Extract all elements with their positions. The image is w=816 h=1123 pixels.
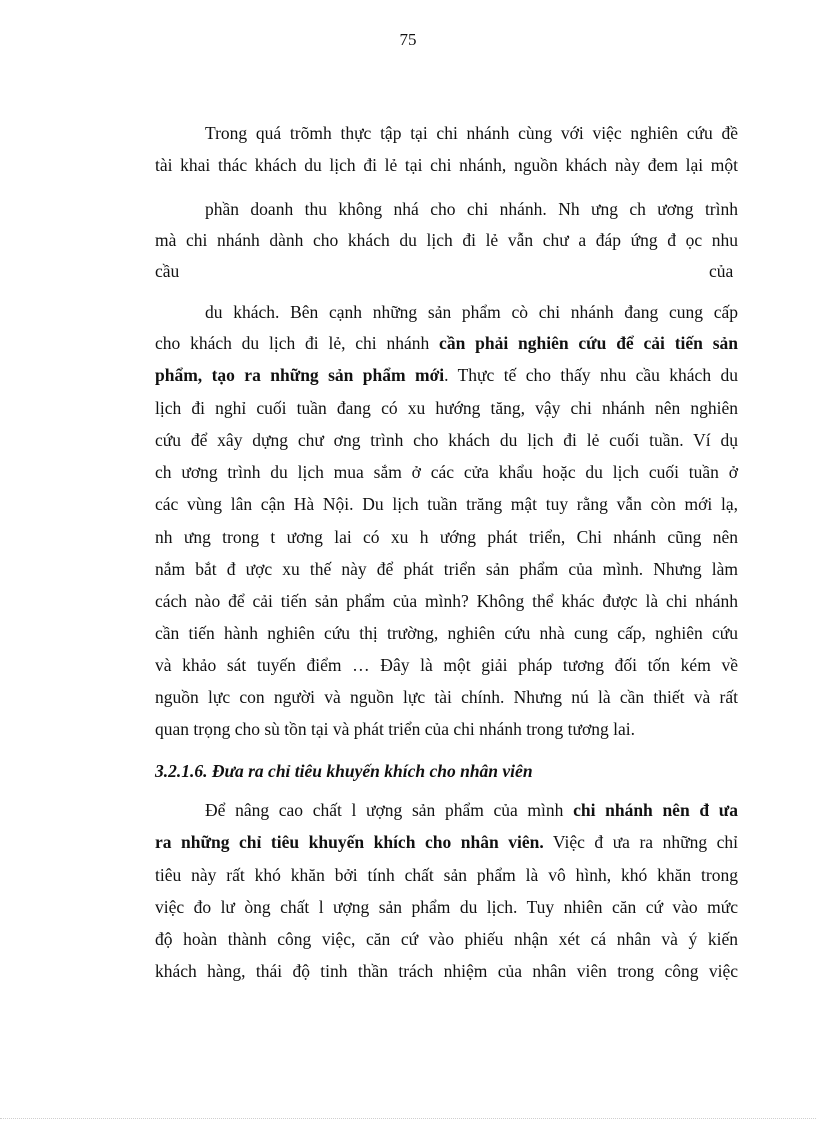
paragraph-3-line-3 — [155, 363, 738, 387]
paragraph-4-line-1-normal: Để nâng cao chất l ượng sản phẩm của mình — [205, 800, 574, 820]
paragraph-1-line-1: Trong quá trõmh thực tập tại chi nhánh cùng với việc nghiên cứu đề — [205, 123, 738, 143]
page-number: 75 — [399, 30, 417, 49]
paragraph-3-line-2 — [155, 331, 738, 355]
paragraph-2-line-1: phần doanh thu không nhá cho chi nhánh. Nh ưng ch ương trình — [205, 199, 738, 219]
paragraph-3-line-13: nguồn lực con người và nguồn lực tài chính. Nhưng nú là cần thiết và rất — [155, 687, 738, 707]
paragraph-4-line-1-bold: chi nhánh nên đ ưa — [573, 800, 738, 820]
paragraph-2-line-3-right: của — [709, 261, 734, 281]
paragraph-4-line-6: khách hàng, thái độ tinh thần trách nhiệm của nhân viên trong công việc — [155, 961, 738, 981]
paragraph-3-line-8: nh ưng trong t ương lai có xu h ướng phát triển, Chi nhánh cũng nên — [155, 527, 738, 547]
paragraph-3-line-5: cứu để xây dựng chư ơng trình cho khách du lịch đi lẻ cuối tuần. Ví dụ — [155, 430, 738, 450]
paragraph-1-line-2: tài khai thác khách du lịch đi lẻ tại chi nhánh, nguồn khách này đem lại một — [155, 155, 738, 175]
paragraph-2-line-2: mà chi nhánh dành cho khách du lịch đi lẻ vẫn chư a đáp ứng đ ọc nhu — [155, 230, 738, 250]
paragraph-3-line-7: các vùng lân cận Hà Nội. Du lịch tuần trăng mật tuy rằng vẫn còn mới lạ, — [155, 494, 738, 514]
paragraph-3-line-14: quan trọng cho sù tồn tại và phát triển của chi nhánh trong tương lai. — [155, 719, 635, 739]
paragraph-3-line-12: và khảo sát tuyến điểm … Đây là một giải pháp tương đối tốn kém về — [155, 655, 738, 675]
section-heading: 3.2.1.6. Đưa ra chỉ tiêu khuyến khích cho nhân viên — [155, 761, 533, 781]
paragraph-4-line-5: độ hoàn thành công việc, căn cứ vào phiếu nhận xét cá nhân và ý kiến — [155, 929, 738, 949]
paragraph-3-line-3-normal: . Thực tế cho thấy nhu cầu khách du — [444, 365, 738, 385]
paragraph-4-line-1 — [205, 798, 738, 822]
paragraph-2-line-3-left: cầu — [155, 261, 180, 281]
paragraph-3-line-4: lịch đi nghỉ cuối tuần đang có xu hướng tăng, vậy chi nhánh nên nghiên — [155, 398, 738, 418]
paragraph-3-line-3-bold: phẩm, tạo ra những sản phẩm mới — [155, 365, 445, 385]
paragraph-4-line-2-normal: Việc đ ưa ra những chỉ — [543, 832, 738, 852]
paragraph-3-line-10: cách nào để cải tiến sản phẩm của mình? Không thể khác được là chi nhánh — [155, 591, 738, 611]
paragraph-4-line-3: tiêu này rất khó khăn bởi tính chất sản phẩm là vô hình, khó khăn trong — [155, 865, 738, 885]
paragraph-3-line-1: du khách. Bên cạnh những sản phẩm cò chi nhánh đang cung cấp — [205, 302, 738, 322]
paragraph-3-line-6: ch ương trình du lịch mua sắm ở các cửa khẩu hoặc du lịch cuối tuần ở — [155, 462, 738, 482]
paragraph-4-line-2 — [155, 830, 738, 854]
paragraph-3-line-2-bold: cần phải nghiên cứu để cải tiến sản — [439, 333, 738, 353]
paragraph-4-line-4: việc đo lư òng chất l ượng sản phẩm du lịch. Tuy nhiên căn cứ vào mức — [155, 897, 738, 917]
page-bottom-rule — [0, 1118, 816, 1119]
paragraph-3-line-2-normal: cho khách du lịch đi lẻ, chi nhánh — [155, 333, 440, 353]
paragraph-3-line-9: nắm bắt đ ược xu thế này để phát triển sản phẩm của mình. Nhưng làm — [155, 559, 738, 579]
paragraph-4-line-2-bold: ra những chỉ tiêu khuyến khích cho nhân viên. — [155, 832, 544, 852]
paragraph-3-line-11: cần tiến hành nghiên cứu thị trường, nghiên cứu nhà cung cấp, nghiên cứu — [155, 623, 738, 643]
